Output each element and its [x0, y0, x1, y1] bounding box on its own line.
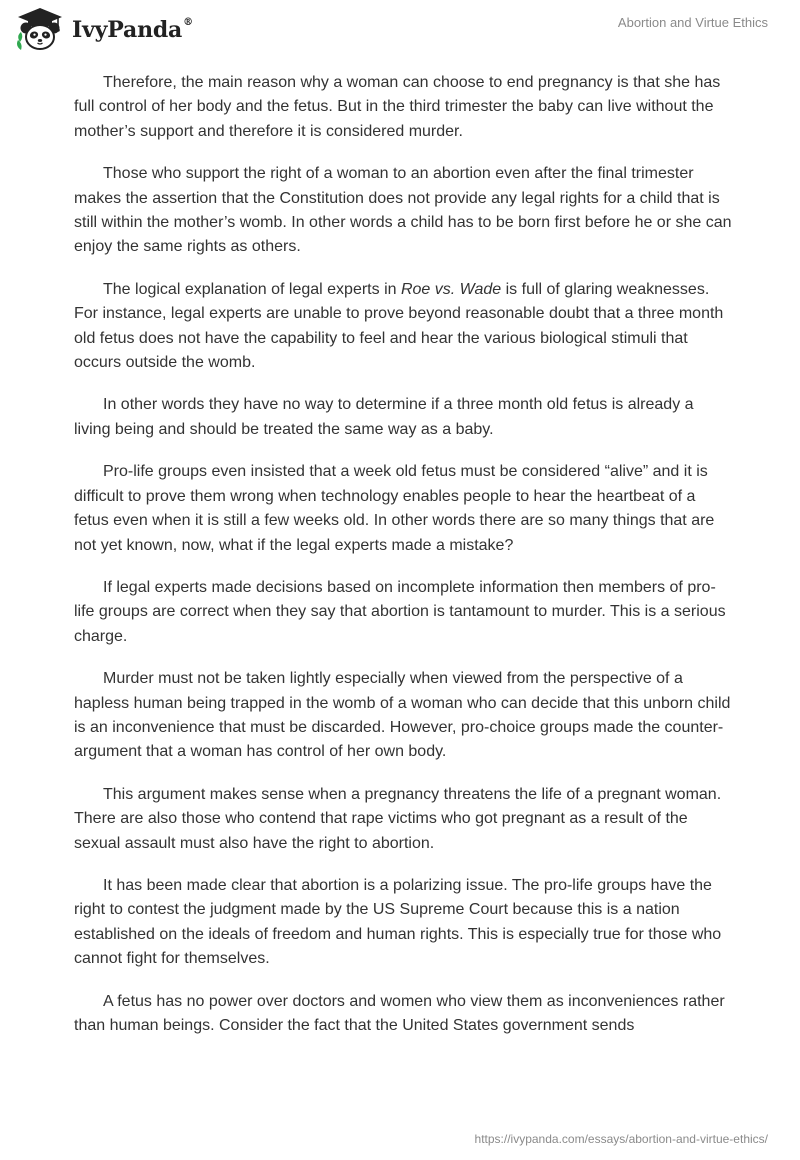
- paragraph: Therefore, the main reason why a woman can choose to end pregnancy is that she has full control of her body and the fetus. But in the third trimester the baby can live without the mother’s support and therefore it is considered murder.: [74, 74, 721, 140]
- paragraph: If legal experts made decisions based on incomplete information then members of pro-life groups are correct when they say that abortion is tantamount to murder. This is a serious charge.: [74, 578, 726, 645]
- paragraph-text: The logical explanation of legal experts in: [103, 280, 401, 298]
- paragraph: A fetus has no power over doctors and women who view them as inconveniences rather than human beings. Consider the fact that the United States government sends: [74, 992, 725, 1034]
- paragraph-text: is full of glaring weaknesses. For instance, legal experts are unable to prove beyond reasonable doubt that a three month old fetus does not have the capability to feel and hear the various biological stimuli that occurs outside the womb.: [74, 280, 724, 372]
- source-url[interactable]: https://ivypanda.com/essays/abortion-and-virtue-ethics/: [474, 1132, 768, 1146]
- registered-mark: ®: [183, 16, 193, 28]
- page-header: [0, 0, 800, 64]
- paragraph: [74, 278, 734, 376]
- paragraph: Those who support the right of a woman to an abortion even after the final trimester makes the assertion that the Constitution does not provide any legal rights for a child that is still within the mother’s womb. In other words a child has to be born first before he or she can enjoy the same rights as others.: [74, 165, 732, 256]
- paragraph: In other words they have no way to determine if a three month old fetus is already a living being and should be treated the same way as a baby.: [74, 396, 694, 438]
- paragraph: It has been made clear that abortion is a polarizing issue. The pro-life groups have the right to contest the judgment made by the US Supreme Court because this is a nation established on the ideals of freedom and human rights. This is especially true for those who cannot fight for themselves.: [74, 876, 722, 968]
- case-name: Roe vs. Wade: [400, 280, 502, 298]
- logo-wordmark: [72, 17, 193, 43]
- panda-graduation-cap-icon: [14, 6, 66, 52]
- paragraph: Murder must not be taken lightly especially when viewed from the perspective of a hapless human being trapped in the womb of a woman who can decide that this unborn child is an inconvenience that must be discarded. However, pro-choice groups made the counter-argument that a woman has control of her own body.: [74, 670, 731, 761]
- document-title: Abortion and Virtue Ethics: [617, 15, 768, 30]
- ivypanda-logo[interactable]: [14, 6, 193, 52]
- essay-body: [74, 71, 734, 1056]
- paragraph: This argument makes sense when a pregnancy threatens the life of a pregnant woman. There are also those who contend that rape victims who got pregnant as a result of the sexual assault must also have the right to abortion.: [74, 785, 722, 852]
- paragraph: Pro-life groups even insisted that a week old fetus must be considered “alive” and it is difficult to prove them wrong when technology enables people to hear the heartbeat of a fetus even when it is still a few weeks old. In other words there are so many things that are not yet known, now, what if the legal experts made a mistake?: [74, 463, 715, 554]
- logo-text: IvyPanda: [72, 17, 183, 43]
